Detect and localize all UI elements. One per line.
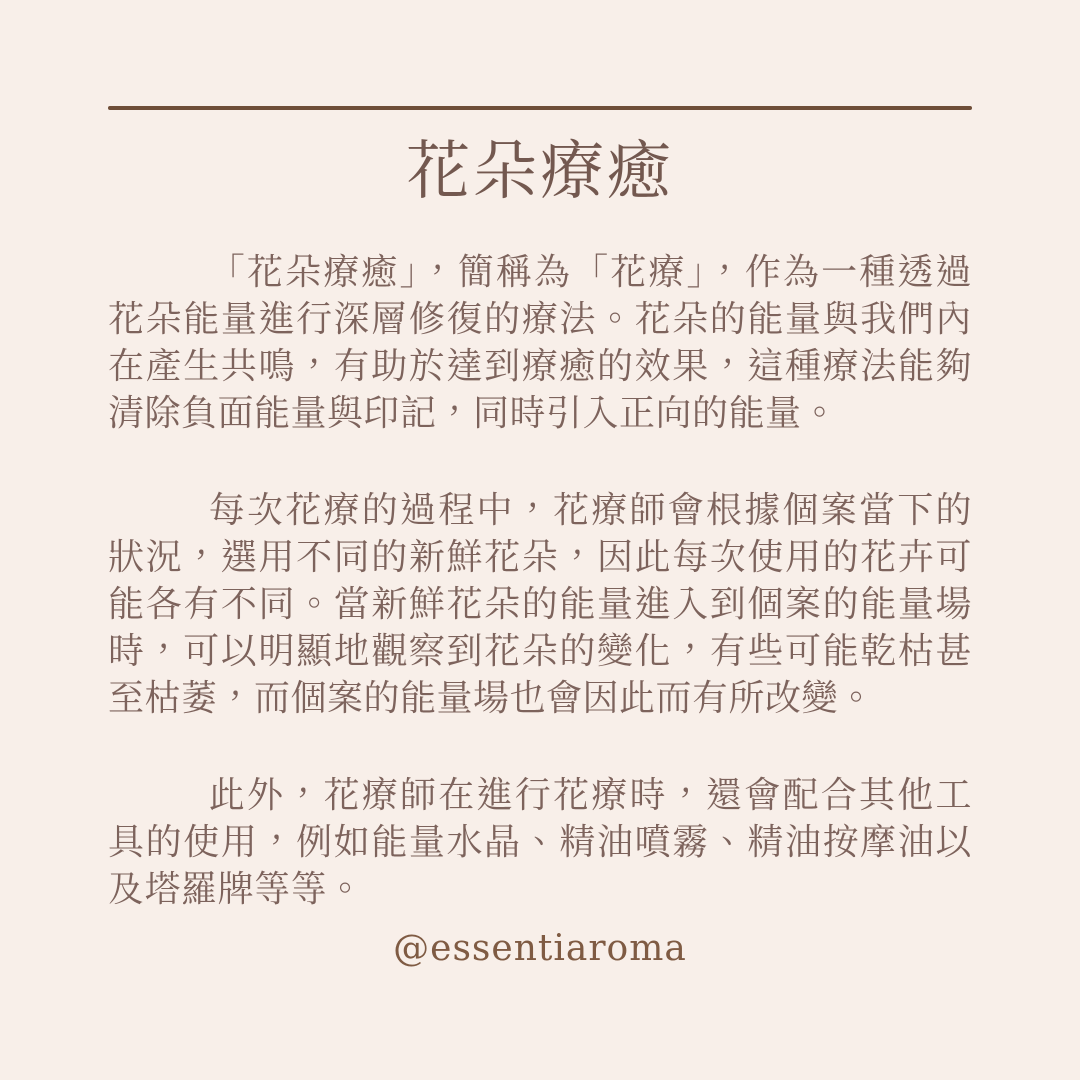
paragraph-intro: 「花朵療癒」，簡稱為「花療」，作為一種透過花朵能量進行深層修復的療法。花朵的能量與我們內在產生共鳴，有助於達到療癒的效果，這種療法能夠清除負面能量與印記，同時引入正向的能量。 — [108, 252, 972, 434]
paragraph-process: 每次花療的過程中，花療師會根據個案當下的狀況，選用不同的新鮮花朵，因此每次使用的花卉可能各有不同。當新鮮花朵的能量進入到個案的能量場時，可以明顯地觀察到花朵的變化，有些可能乾枯甚至枯萎，而個案的能量場也會因此而有所改變。 — [108, 490, 972, 719]
post-body — [108, 249, 972, 913]
instagram-handle: @essentiaroma — [393, 928, 687, 969]
paragraph-tools: 此外，花療師在進行花療時，還會配合其他工具的使用，例如能量水晶、精油噴霧、精油按摩油以及塔羅牌等等。 — [108, 775, 972, 910]
top-divider-line — [108, 106, 972, 110]
post-title: 花朵療癒 — [406, 135, 674, 209]
